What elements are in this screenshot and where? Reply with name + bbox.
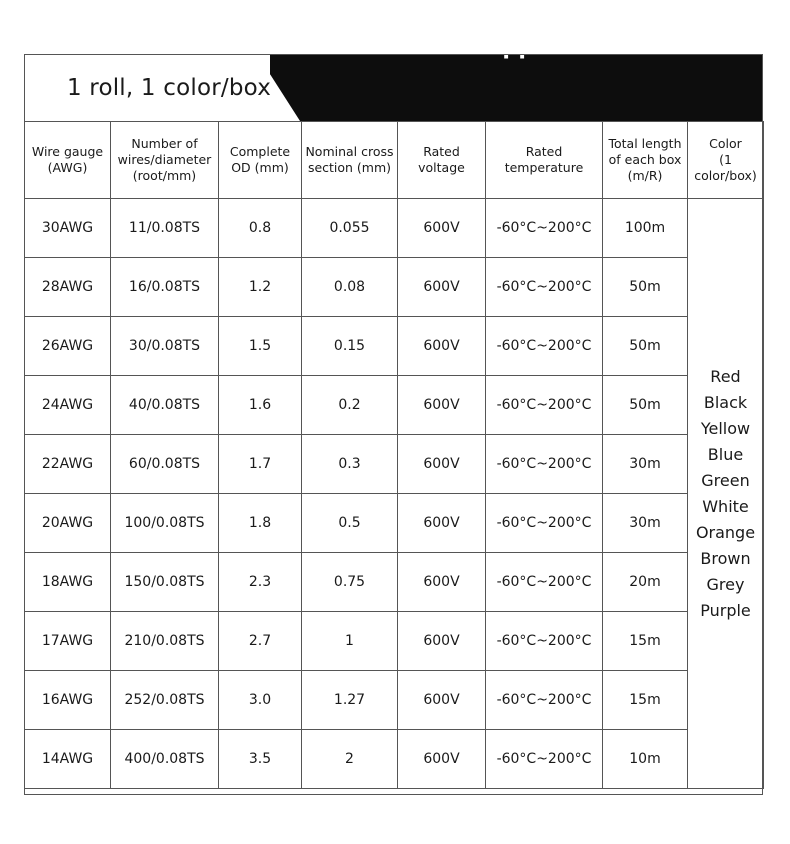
table-cell: 0.15 [302, 317, 398, 376]
column-header-line: Rated [525, 144, 563, 159]
table-cell: 18AWG [25, 553, 111, 612]
column-header-line: Total length [608, 136, 682, 151]
table-cell: 50m [603, 317, 688, 376]
table-cell: 10m [603, 730, 688, 789]
color-option: Brown [700, 548, 751, 568]
table-cell: 26AWG [25, 317, 111, 376]
table-cell: 30AWG [25, 199, 111, 258]
table-cell: 16AWG [25, 671, 111, 730]
table-cell: 0.75 [302, 553, 398, 612]
table-cell: 15m [603, 671, 688, 730]
column-header-line: temperature [504, 160, 584, 175]
table-cell: 0.08 [302, 258, 398, 317]
table-cell: 600V [398, 612, 486, 671]
table-cell: 600V [398, 199, 486, 258]
color-option: Purple [700, 600, 751, 620]
table-cell: 20m [603, 553, 688, 612]
table-cell: 30m [603, 435, 688, 494]
color-option: Orange [695, 522, 756, 542]
table-cell: 1.27 [302, 671, 398, 730]
table-cell: 22AWG [25, 435, 111, 494]
table-cell: -60°C~200°C [486, 553, 603, 612]
column-header-line: (AWG) [47, 160, 88, 175]
table-cell: 50m [603, 376, 688, 435]
column-header-line: (1 color/box) [694, 152, 757, 183]
table-cell: 0.8 [219, 199, 302, 258]
table-cell: 100m [603, 199, 688, 258]
table-cell: -60°C~200°C [486, 435, 603, 494]
column-header-line: Rated [423, 144, 460, 159]
table-cell: 1.2 [219, 258, 302, 317]
color-option: Red [710, 366, 741, 386]
column-header-line: Complete [229, 144, 291, 159]
table-cell: 40/0.08TS [111, 376, 219, 435]
color-option: Black [703, 392, 748, 412]
table-cell: 0.5 [302, 494, 398, 553]
table-cell: 30/0.08TS [111, 317, 219, 376]
table-cell: -60°C~200°C [486, 671, 603, 730]
color-option: Yellow [700, 418, 751, 438]
table-cell: 2.7 [219, 612, 302, 671]
color-option: Grey [706, 574, 745, 594]
table-cell: -60°C~200°C [486, 730, 603, 789]
table-cell: 17AWG [25, 612, 111, 671]
color-option: Green [701, 470, 750, 490]
table-cell: 1.7 [219, 435, 302, 494]
table-cell: 600V [398, 671, 486, 730]
table-cell: -60°C~200°C [486, 258, 603, 317]
table-cell: 30m [603, 494, 688, 553]
table-cell: -60°C~200°C [486, 376, 603, 435]
table-cell: 15m [603, 612, 688, 671]
table-cell: -60°C~200°C [486, 317, 603, 376]
header-title-line1: Spec Table for Boxed Silicone [295, 6, 667, 31]
table-cell: -60°C~200°C [486, 494, 603, 553]
table-cell: 0.055 [302, 199, 398, 258]
table-cell: 600V [398, 435, 486, 494]
table-cell: 3.5 [219, 730, 302, 789]
table-cell: 0.3 [302, 435, 398, 494]
table-cell: 2 [302, 730, 398, 789]
table-cell: 50m [603, 258, 688, 317]
column-header-line: Color [709, 136, 742, 151]
table-cell: 20AWG [25, 494, 111, 553]
table-cell: 210/0.08TS [111, 612, 219, 671]
column-header-line: wires/diameter [117, 152, 212, 167]
table-cell: 0.2 [302, 376, 398, 435]
column-header-line: Nominal cross [305, 144, 394, 159]
table-cell: -60°C~200°C [486, 612, 603, 671]
table-cell: 1.5 [219, 317, 302, 376]
table-cell: 3.0 [219, 671, 302, 730]
table-frame [24, 54, 763, 795]
table-cell: 400/0.08TS [111, 730, 219, 789]
table-cell: 600V [398, 730, 486, 789]
column-header-line: (m/R) [627, 168, 663, 183]
table-cell: 600V [398, 553, 486, 612]
table-cell: 24AWG [25, 376, 111, 435]
table-cell: 28AWG [25, 258, 111, 317]
table-cell: 1.8 [219, 494, 302, 553]
table-cell: 11/0.08TS [111, 199, 219, 258]
column-header-line: OD (mm) [231, 160, 289, 175]
table-cell: -60°C~200°C [486, 199, 603, 258]
table-cell: 600V [398, 258, 486, 317]
column-header-line: Wire gauge [31, 144, 104, 159]
column-header-line: voltage [418, 160, 465, 175]
column-header-line: section (mm) [307, 160, 392, 175]
table-cell: 1 [302, 612, 398, 671]
header-title-line2: Tin Plated Copper Wire [335, 35, 627, 60]
table-cell: 60/0.08TS [111, 435, 219, 494]
color-option: White [702, 496, 749, 516]
table-cell: 600V [398, 376, 486, 435]
table-cell: 1.6 [219, 376, 302, 435]
table-cell: 252/0.08TS [111, 671, 219, 730]
table-cell: 150/0.08TS [111, 553, 219, 612]
table-cell: 100/0.08TS [111, 494, 219, 553]
column-header-line: (root/mm) [132, 168, 197, 183]
column-header-line: of each box [608, 152, 682, 167]
header-subtitle: 1 roll, 1 color/box [66, 74, 272, 101]
table-cell: 16/0.08TS [111, 258, 219, 317]
column-header-line: Number of [131, 136, 198, 151]
color-option: Blue [707, 444, 744, 464]
table-cell: 2.3 [219, 553, 302, 612]
table-cell: 14AWG [25, 730, 111, 789]
table-cell: 600V [398, 317, 486, 376]
table-cell: 600V [398, 494, 486, 553]
